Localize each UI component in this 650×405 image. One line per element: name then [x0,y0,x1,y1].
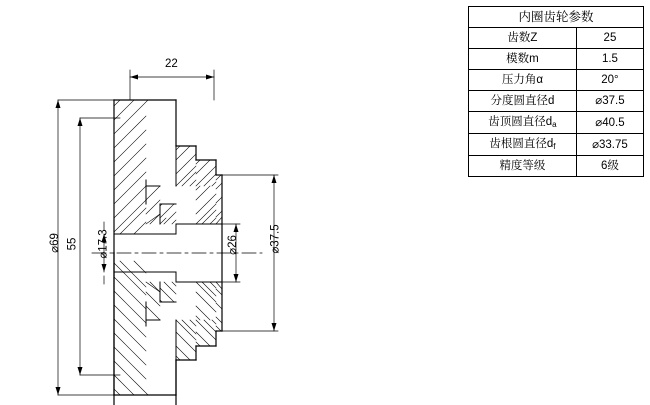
row-value-accuracy-grade: 6级 [576,156,643,177]
table-title-row [469,7,644,28]
row-value-module: 1.5 [576,49,643,70]
table-row [469,91,644,112]
row-label-pressure-angle: 压力角α [469,70,577,91]
row-label-accuracy-grade: 精度等级 [469,156,577,177]
table-row [469,112,644,134]
row-label-teeth: 齿数Z [469,28,577,49]
row-label-root-diameter: 齿根圆直径$d_f$ [469,134,577,156]
row-value-pressure-angle: 20° [576,70,643,91]
parameter-table [468,6,644,177]
table-row [469,156,644,177]
dimension-label-inner-dia-26: ⌀26 [226,235,239,255]
table-row [469,49,644,70]
row-label-module: 模数m [469,49,577,70]
section-hatching [114,100,222,395]
dimension-label-width-22: 22 [165,58,178,70]
table-row [469,134,644,156]
dimension-label-outer-dia-69: ⌀69 [48,233,61,253]
row-value-root-diameter: ⌀33.75 [576,134,643,156]
table-row [469,28,644,49]
row-label-pitch-diameter: 分度圆直径d [469,91,577,112]
table-row [469,70,644,91]
dimension-lines [56,70,279,395]
dimension-label-height-55: 55 [66,237,79,251]
dimension-label-bore-17-3: ⌀17.3 [97,229,110,259]
row-value-tip-diameter: ⌀40.5 [576,112,643,134]
row-value-pitch-diameter: ⌀37.5 [576,91,643,112]
row-value-teeth: 25 [576,28,643,49]
table-title: 内圈齿轮参数 [469,7,644,28]
row-label-tip-diameter: 齿顶圆直径$d_a$ [469,112,577,134]
dimension-label-pitch-dia-37-5: ⌀37.5 [269,224,282,254]
